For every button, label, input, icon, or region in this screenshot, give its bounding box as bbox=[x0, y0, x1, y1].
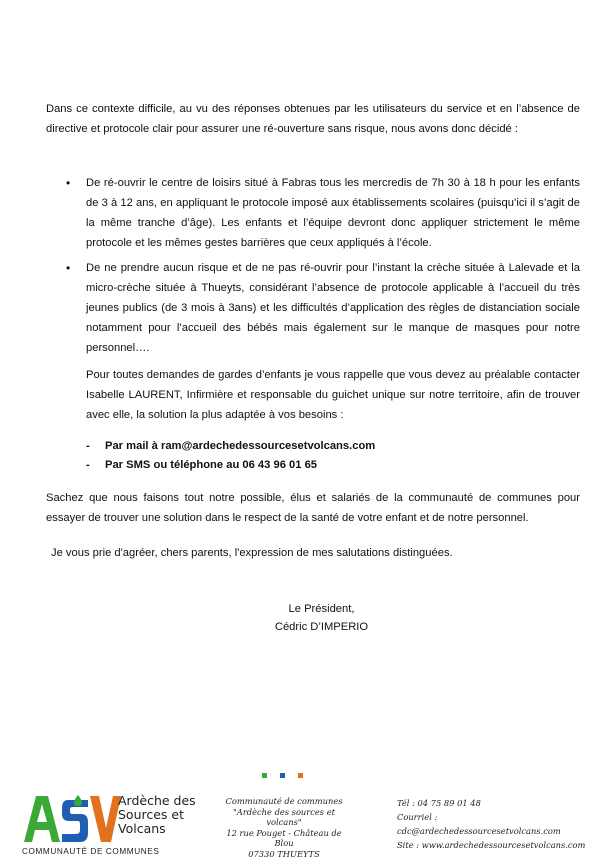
dash-marker: - bbox=[86, 440, 90, 452]
dash-marker: - bbox=[86, 459, 90, 471]
logo-line-2: Sources et bbox=[118, 807, 185, 822]
asv-logo bbox=[22, 792, 196, 858]
signature-name: Cédric D’IMPERIO bbox=[274, 621, 369, 633]
blue-square-icon bbox=[280, 773, 285, 778]
contact-item-phone bbox=[86, 455, 580, 475]
logo-line-1: Ardèche des bbox=[118, 793, 196, 808]
contact-paragraph: Pour toutes demandes de gardes d’enfants je vous rappelle que vous devez au préalable contacter Isabelle LAURENT, Infirmière et responsable du guichet unique sur notre territoire, afin de trouver avec elle, la solution la plus adaptée à vos besoins : bbox=[86, 369, 580, 421]
asv-letters-icon bbox=[22, 792, 122, 844]
footer-website: Site : www.ardechedessourcesetvolcans.com bbox=[397, 840, 586, 850]
address-line-2: "Ardèche des sources et volcans" bbox=[233, 806, 335, 827]
logo-wordmark bbox=[118, 794, 218, 836]
contact-item-email bbox=[86, 436, 580, 456]
closing-paragraph: Sachez que nous faisons tout notre possible, élus et salariés de la communauté de communes pour essayer de trouver une solution dans le respect de la santé de votre enfant et de notre personnel. bbox=[46, 492, 580, 524]
footer-contact bbox=[397, 796, 597, 852]
salutation: Je vous prie d'agréer, chers parents, l'expression de mes salutations distinguées. bbox=[51, 547, 453, 559]
signature-block bbox=[0, 600, 613, 636]
bullet-item-centre-loisirs: De ré-ouvrir le centre de loisirs situé à Fabras tous les mercredis de 7h 30 à 18 h pour les enfants de 3 à 12 ans, en appliquant le protocole imposé aux établissements scolaires (puisqu’ici il s’agit de la même tranche d’âge). Les enfants et l’équipe devront donc appliquer strictement le même protocole et les mêmes gestes barrières que ceux appliqués à l’école. bbox=[86, 177, 580, 249]
bullet-marker: • bbox=[66, 176, 71, 190]
address-line-3: 12 rue Pouget - Château de Blou bbox=[226, 827, 342, 848]
signature-title: Le Président, bbox=[288, 603, 355, 615]
green-square-icon bbox=[262, 773, 267, 778]
footer-address bbox=[222, 796, 346, 859]
bullet-marker: • bbox=[66, 261, 71, 275]
contact-phone-text: Par SMS ou téléphone au 06 43 96 01 65 bbox=[105, 459, 318, 471]
contact-email-text: Par mail à ram@ardechedessourcesetvolcans.com bbox=[105, 440, 376, 452]
footer-phone: Tél : 04 75 89 01 48 bbox=[397, 798, 481, 808]
intro-paragraph: Dans ce contexte difficile, au vu des réponses obtenues par les utilisateurs du service et en l’absence de directive et protocole clair pour assurer une ré-ouverture sans risque, nous avons donc décidé : bbox=[46, 103, 580, 135]
address-line-1: Communauté de communes bbox=[225, 796, 343, 806]
orange-square-icon bbox=[298, 773, 303, 778]
footer-email: Courriel : cdc@ardechedessourcesetvolcans.com bbox=[397, 812, 561, 836]
logo-line-3: Volcans bbox=[118, 821, 166, 836]
bullet-item-creche: De ne prendre aucun risque et de ne pas ré-ouvrir pour l’instant la crèche située à Lalevade et la micro-crèche située à Thueyts, considérant l’absence de protocole applicable à l’accueil du très jeunes publics (de 3 mois à 3ans) et les difficultés d’application des règles de distanciation sociale notamment pour l’accueil des bébés mais également sur le manque de masques pour notre personnel…. bbox=[86, 262, 580, 354]
logo-subtitle: COMMUNAUTÉ DE COMMUNES bbox=[22, 847, 160, 856]
address-line-4: 07330 THUEYTS bbox=[248, 848, 320, 859]
